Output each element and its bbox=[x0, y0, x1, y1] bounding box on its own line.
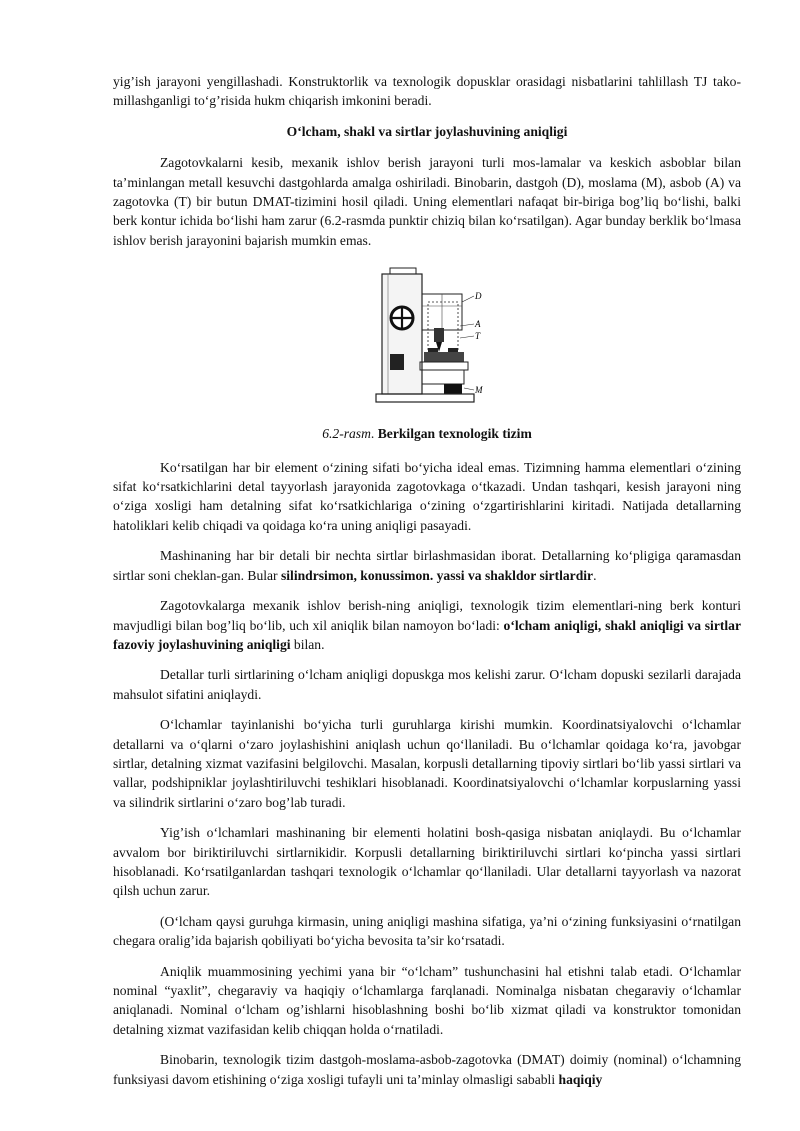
machine-tool-illustration bbox=[368, 266, 488, 406]
intro-paragraph: yig’ish jarayoni yengillashadi. Konstruktorlik va texnologik dopusklar orasidagi nisbatlarini tahlillash TJ tako-millashganligi to‘g’risida hukm chiqarish imkonini beradi. bbox=[113, 74, 741, 109]
paragraph-8: (O‘lcham qaysi guruhga kirmasin, uning aniqligi mashina sifatiga, ya’ni o‘zining funksiyasini o‘rnatilgan chegara oralig’ida bajarish qobiliyati bo‘yicha bevosita ta’sir ko‘rsatadi. bbox=[113, 913, 741, 949]
paragraph-3-bold: silindrsimon, konussimon. yassi va shakldor sirtlardir bbox=[280, 567, 594, 583]
paragraph-4-text: Zagotovkalarga mexanik ishlov berish-ning aniqligi, texnologik tizim elementlari-ning berk konturi mavjudligi bilan bog’liq bo‘lib, uch xil aniqlik bilan namoyon bo‘ladi: bbox=[113, 598, 741, 633]
paragraph-4-bold: o‘lcham aniqligi, shakl aniqligi va sirtlar fazoviy joylashuvining aniqligi bbox=[113, 617, 741, 652]
paragraph-3 bbox=[113, 546, 741, 585]
caption-number: 6.2-rasm bbox=[322, 426, 371, 442]
paragraph-6: O‘lchamlar tayinlanishi bo‘yicha turli guruhlarga kirishi mumkin. Koordinatsiyalovchi o‘lchamlar detallarni va o‘qlarni o‘zaro joylashishini aniqlash uchun qo‘llaniladi. Bu o‘lchamlar qoidaga ko‘ra, javobgar sirtlar, detalning xizmat vazifasini belgilovchi. Masalan, korpusli detallarning tipoviy sirtlari bo‘lib yassi sirtlari va vallar, podshipniklar joylashtiriluvchi teshiklari hisoblanadi. Koordinatsiyalovchi o‘lchamlar korpuslarning yassi va silindrik sirtlarini o‘zaro bog’lab turadi. bbox=[113, 717, 741, 810]
caption-title: Berkilgan texnologik tizim bbox=[377, 426, 532, 442]
section-title: O‘lcham, shakl va sirtlar joylashuvining aniqligi bbox=[286, 123, 568, 139]
paragraph-1: Zagotovkalarni kesib, mexanik ishlov berish jarayoni turli mos-lamalar va keskich asboblar bilan ta’minlangan metall kesuvchi dastgohlarda amalga oshiriladi. Binobarin, dastgoh (D), moslama (M), asbob (A) va zagotovka (T) bir butun DMAT-tizimini hosil qiladi. Uning elementlari nafaqat bir-biriga bog’liq bo‘lishi, balki berk kontur ichida bo‘lishi ham zarur (6.2-rasmda punktir chiziq bilan ko‘rsatilgan). Agar bunday berklik bo‘lmasa ishlov berish jarayonini bajarish mumkin emas. bbox=[113, 155, 741, 248]
caption-separator: . bbox=[370, 426, 378, 442]
paragraph-5: Detallar turli sirtlarining o‘lcham aniqligi dopuskga mos kelishi zarur. O‘lcham dopuski sezilarli darajada mahsulot sifatini aniqlaydi. bbox=[113, 667, 741, 702]
text-column bbox=[113, 72, 741, 1100]
paragraph-10-bold: haqiqiy bbox=[558, 1071, 603, 1087]
label-t: T bbox=[475, 331, 481, 342]
paragraph-3-end: . bbox=[593, 567, 597, 583]
paragraph-3-text: Mashinaning har bir detali bir nechta sirtlar birlashmasidan iborat. Detallarning ko‘pligiga qaramasdan sirtlar soni cheklan-gan. Bular bbox=[113, 548, 741, 583]
paragraph-4 bbox=[113, 596, 741, 654]
paragraph-2: Ko‘rsatilgan har bir element o‘zining sifati bo‘yicha ideal emas. Tizimning hamma elementlari o‘zining sifat ko‘rsatkichlarini detal tayyorlash jarayonida zagotovkaga o‘tkazadi. Undan tashqari, kesish jarayoni ning o‘ziga xosligi ham detalning sifat ko‘rsatkichlariga o‘zining o‘zgartirishlarini kiritadi. Natijada detallarning hatoliklari kelib chiqadi va qoidaga ko‘ra uning aniqligi pasayadi. bbox=[113, 459, 741, 533]
figure-machine bbox=[113, 266, 741, 418]
paragraph-4-end: bilan. bbox=[290, 636, 325, 652]
paragraph-10 bbox=[113, 1050, 741, 1089]
paragraph-7: Yig’ish o‘lchamlari mashinaning bir elementi holatini bosh-qasiga nisbatan aniqlaydi. Bu o‘lchamlar avvalom bor biriktiriluvchi sirtlarnikidir. Korpusli detallarning biriktiriluvchi sirtlari ko‘pincha yassi sirtlari hisoblanadi. Ko‘rsatilganlardan tashqari texnologik o‘lchamlar qo‘llaniladi. Ular detallarni tayyorlash va nazorat qilsh uchun zarur. bbox=[113, 825, 741, 899]
figure-caption bbox=[113, 424, 741, 443]
label-a: A bbox=[475, 319, 481, 330]
paragraph-10-text: Binobarin, texnologik tizim dastgoh-moslama-asbob-zagotovka (DMAT) doimiy (nominal) o‘lchamning funksiyasi davom etishining o‘ziga xosligi tufayli uni ta’minlay olmasligi sababli bbox=[113, 1052, 741, 1087]
paragraph-9: Aniqlik muammosining yechimi yana bir “o‘lcham” tushunchasini hal etishni talab etadi. O‘lchamlar nominal “yaxlit”, chegaraviy va haqiqiy o‘lchamlarga farqlanadi. Nominalga nisbatan chegaraviy o‘lchamlar aniqlanadi. Nominal o‘lcham og’ishlarni hisoblashning boshi bo‘lib xizmat qiladi va konstruktor tomonidan detalning xizmat vazifasidan kelib chiqqan holda o‘rnatiladi. bbox=[113, 963, 741, 1037]
label-d: D bbox=[475, 291, 482, 302]
label-m: M bbox=[475, 385, 483, 396]
